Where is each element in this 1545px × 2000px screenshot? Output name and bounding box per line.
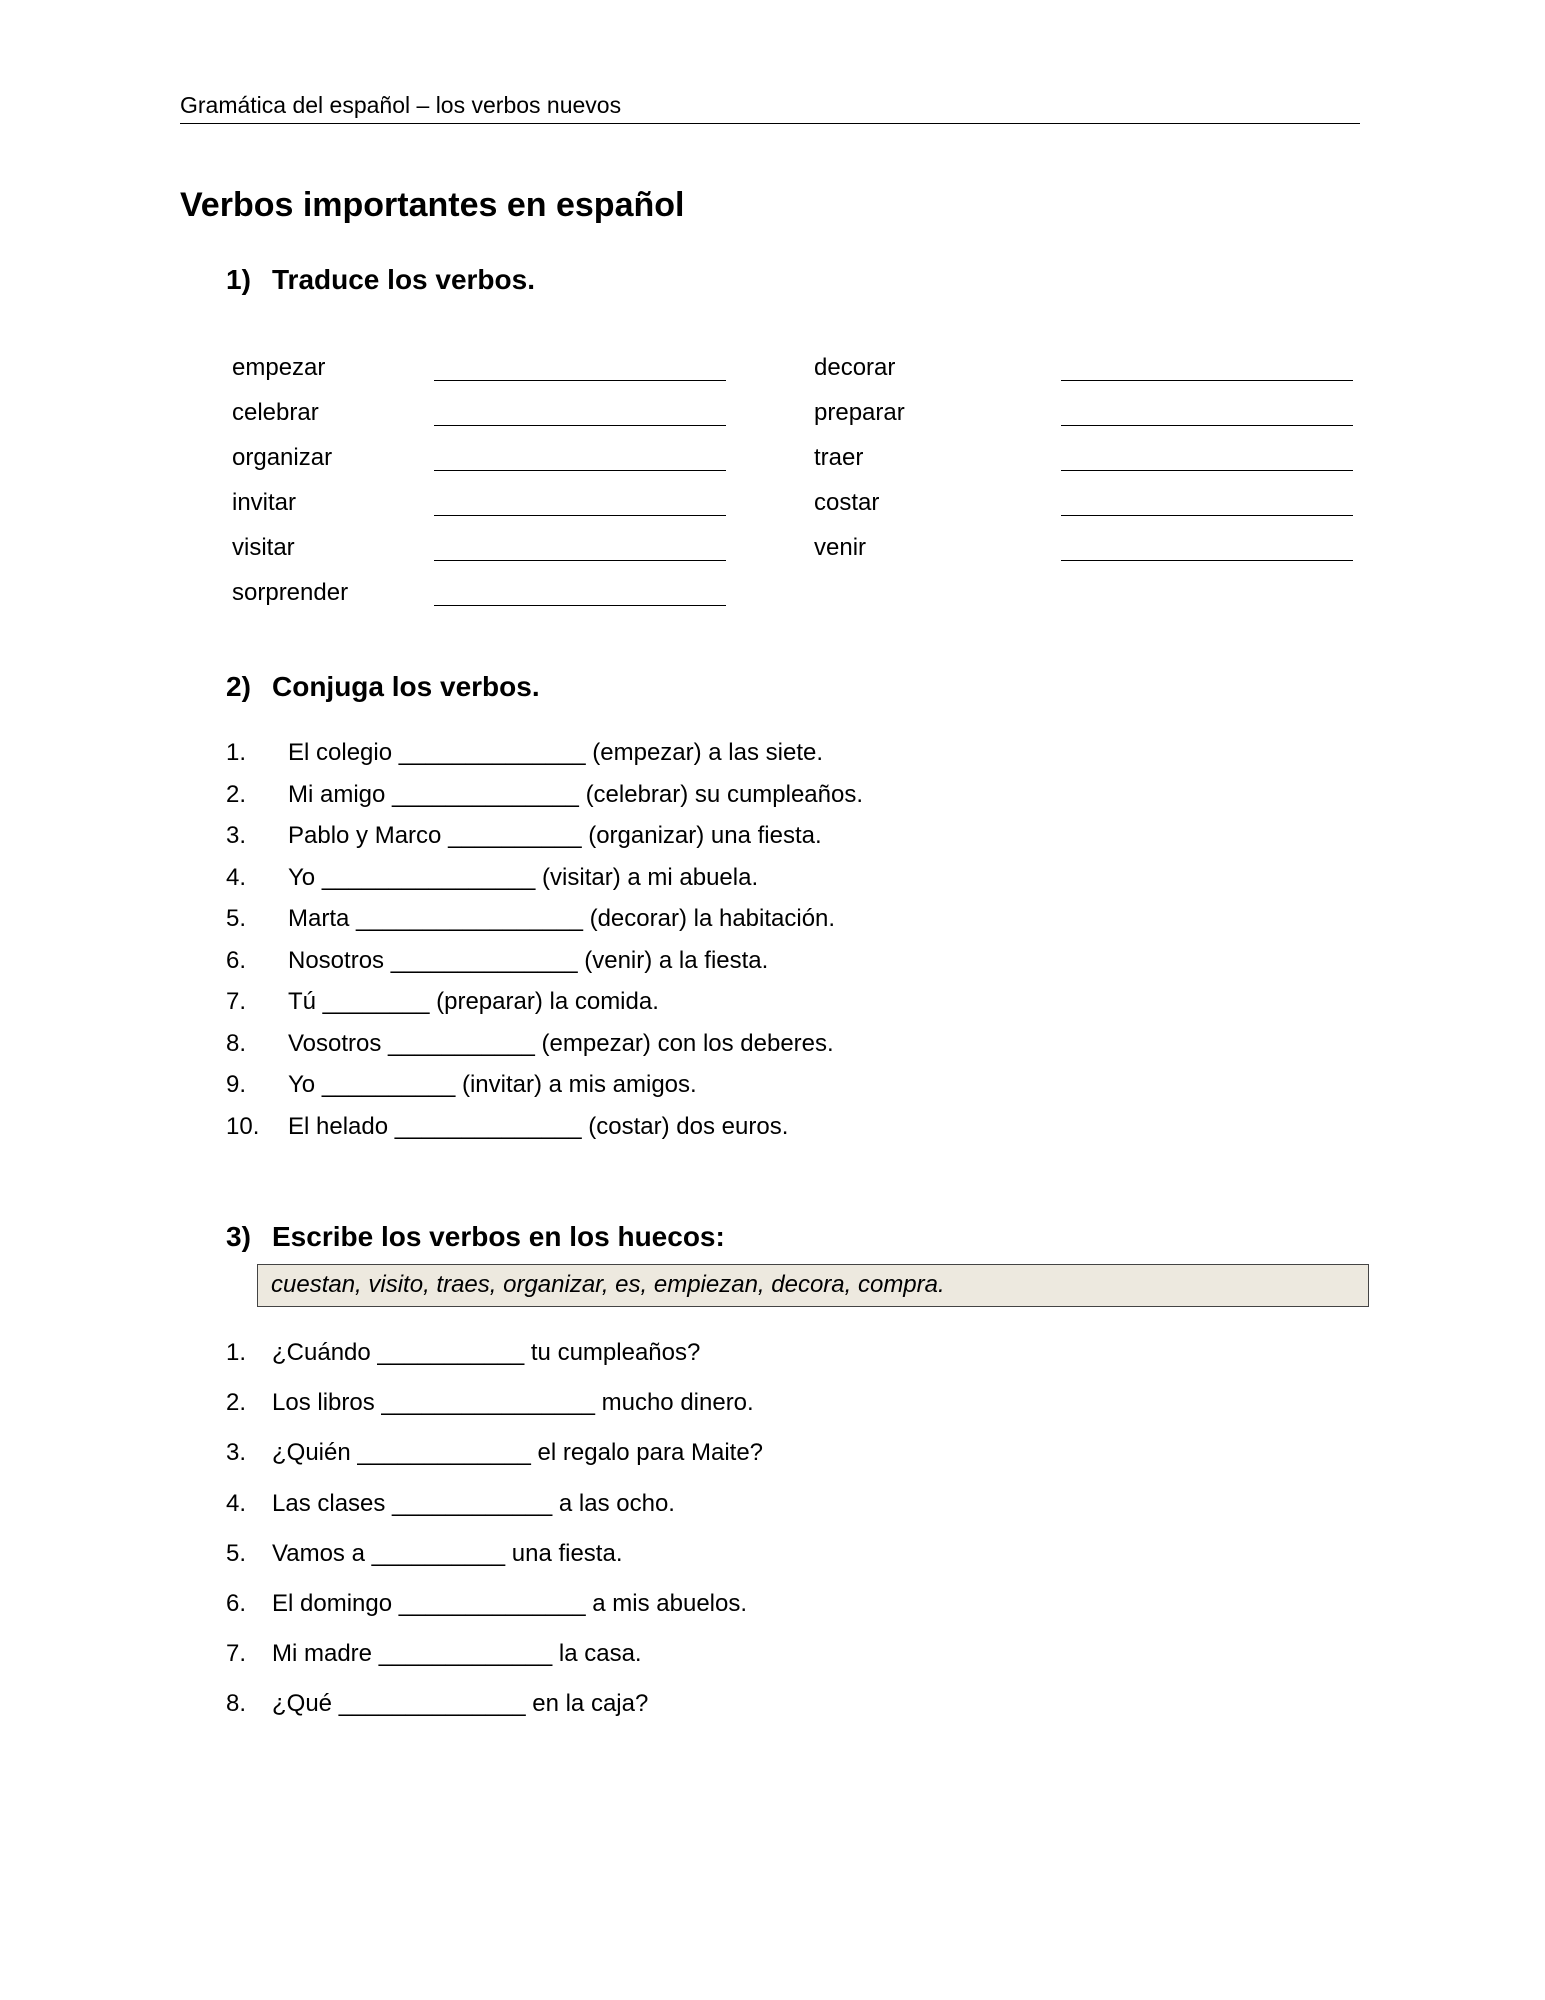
item-number: 3. (226, 1439, 247, 1467)
list-item (226, 1540, 763, 1590)
item-sentence: Marta _________________ (decorar) la habitación. (288, 905, 836, 932)
answer-blank[interactable] (434, 470, 726, 471)
page-header: Gramática del español – los verbos nuevos (180, 92, 1360, 124)
verb-label: traer (814, 444, 864, 471)
section-1-number: 1) (226, 264, 251, 295)
fill-in-list (226, 1339, 763, 1741)
list-item (226, 1113, 863, 1155)
item-sentence: El helado ______________ (costar) dos euros. (288, 1112, 789, 1140)
section-2-number: 2) (226, 671, 251, 702)
answer-blank[interactable] (1061, 470, 1353, 471)
item-number: 9. (226, 1071, 247, 1098)
item-sentence: Vosotros ___________ (empezar) con los deberes. (288, 1029, 834, 1057)
item-number: 1. (226, 1339, 247, 1366)
verb-label: invitar (232, 489, 297, 516)
list-item (226, 739, 863, 781)
answer-blank[interactable] (1061, 380, 1353, 381)
list-item (226, 1339, 763, 1389)
answer-blank[interactable] (1061, 425, 1353, 426)
item-sentence: ¿Quién _____________ el regalo para Maite? (272, 1439, 764, 1467)
item-number: 5. (226, 1539, 247, 1567)
list-item (226, 1071, 863, 1113)
verb-label: costar (814, 489, 880, 516)
item-number: 8. (226, 1029, 247, 1057)
item-number: 7. (226, 988, 247, 1015)
list-item (226, 947, 863, 989)
item-number: 4. (226, 1489, 247, 1517)
item-number: 8. (226, 1690, 247, 1718)
item-sentence: Pablo y Marco __________ (organizar) una fiesta. (288, 822, 822, 849)
list-item (226, 1490, 763, 1540)
verb-label: decorar (814, 354, 896, 381)
answer-blank[interactable] (434, 515, 726, 516)
list-item (226, 988, 863, 1030)
answer-blank[interactable] (434, 425, 726, 426)
page-title: Verbos importantes en español (180, 186, 685, 224)
list-item (226, 905, 863, 947)
item-sentence: ¿Qué ______________ en la caja? (272, 1690, 649, 1718)
section-1-heading (226, 264, 535, 296)
item-number: 1. (226, 739, 247, 766)
list-item (226, 864, 863, 906)
list-item (226, 1439, 763, 1489)
verb-label: preparar (814, 399, 905, 426)
item-sentence: Yo ________________ (visitar) a mi abuela. (288, 863, 759, 891)
section-3-number: 3) (226, 1221, 251, 1252)
item-sentence: ¿Cuándo ___________ tu cumpleaños? (272, 1339, 701, 1366)
item-number: 2. (226, 780, 247, 808)
item-sentence: Las clases ____________ a las ocho. (272, 1489, 675, 1517)
item-sentence: Nosotros ______________ (venir) a la fiesta. (288, 946, 769, 974)
section-3-title: Escribe los verbos en los huecos: (272, 1221, 725, 1252)
section-2-title: Conjuga los verbos. (272, 671, 540, 702)
list-item (226, 822, 863, 864)
section-2-heading (226, 671, 540, 703)
list-item (226, 1389, 763, 1439)
item-sentence: Yo __________ (invitar) a mis amigos. (288, 1071, 697, 1098)
answer-blank[interactable] (434, 605, 726, 606)
item-sentence: Vamos a __________ una fiesta. (272, 1539, 623, 1567)
section-1-title: Traduce los verbos. (272, 264, 535, 295)
item-sentence: Los libros ________________ mucho dinero. (272, 1389, 754, 1417)
section-3-heading (226, 1221, 725, 1253)
item-number: 6. (226, 1589, 247, 1617)
item-sentence: El colegio ______________ (empezar) a las siete. (288, 739, 824, 766)
verb-label: visitar (232, 534, 295, 561)
item-number: 7. (226, 1640, 247, 1668)
verb-label: empezar (232, 354, 326, 381)
item-number: 6. (226, 946, 247, 974)
list-item (226, 1640, 763, 1690)
word-bank-box (257, 1264, 1369, 1307)
word-bank-text: cuestan, visito, traes, organizar, es, empiezan, decora, compra. (271, 1271, 945, 1298)
verb-label: celebrar (232, 399, 319, 426)
item-sentence: Mi amigo ______________ (celebrar) su cumpleaños. (288, 780, 864, 808)
verb-label: sorprender (232, 579, 349, 606)
item-number: 3. (226, 822, 247, 849)
list-item (226, 1690, 763, 1740)
list-item (226, 1030, 863, 1072)
list-item (226, 781, 863, 823)
item-number: 2. (226, 1389, 247, 1417)
answer-blank[interactable] (1061, 560, 1353, 561)
list-item (226, 1590, 763, 1640)
answer-blank[interactable] (434, 560, 726, 561)
item-sentence: Tú ________ (preparar) la comida. (288, 988, 659, 1015)
conjugation-list (226, 739, 863, 1154)
verb-label: venir (814, 534, 867, 561)
item-sentence: Mi madre _____________ la casa. (272, 1640, 642, 1668)
answer-blank[interactable] (434, 380, 726, 381)
item-number: 4. (226, 863, 247, 891)
item-sentence: El domingo ______________ a mis abuelos. (272, 1589, 748, 1617)
verb-label: organizar (232, 444, 333, 471)
answer-blank[interactable] (1061, 515, 1353, 516)
item-number: 5. (226, 905, 247, 932)
item-number: 10. (226, 1112, 260, 1140)
